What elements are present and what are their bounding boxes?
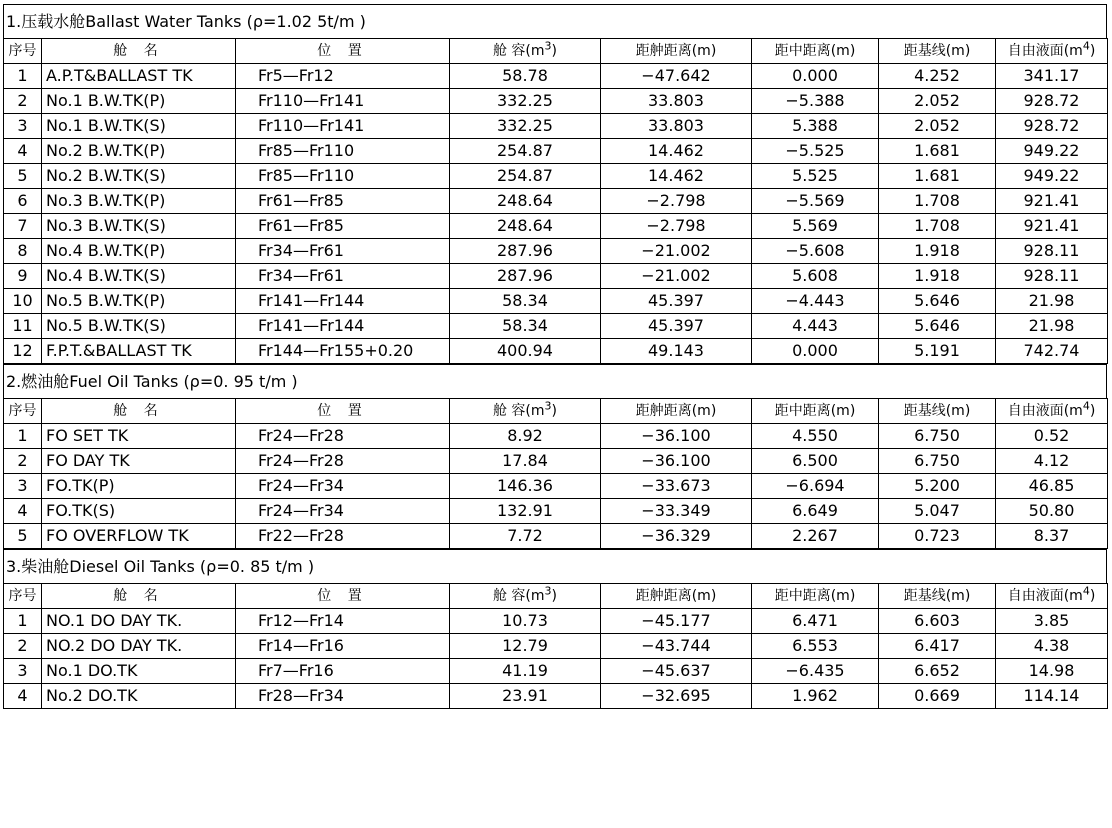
- table-row: [4, 289, 1108, 314]
- free-surface-cell: 46.85: [996, 474, 1108, 499]
- lcg-cell: −33.673: [601, 474, 752, 499]
- tcg-cell: 5.608: [752, 264, 879, 289]
- position-cell: Fr28—Fr34: [236, 684, 450, 709]
- section-title: 2.燃油舱Fuel Oil Tanks (ρ=0. 95 t/m ): [3, 364, 1107, 398]
- lcg-cell: −36.100: [601, 424, 752, 449]
- position-cell: Fr7—Fr16: [236, 659, 450, 684]
- row-no-cell: 10: [4, 289, 42, 314]
- tank-name-cell: No.2 DO.TK: [42, 684, 236, 709]
- row-no-cell: 4: [4, 499, 42, 524]
- header-lcg-text: 距舯距离(m): [635, 43, 717, 59]
- lcg-cell: 14.462: [601, 139, 752, 164]
- capacity-cell: 41.19: [450, 659, 601, 684]
- tank-name-cell: NO.1 DO DAY TK.: [42, 609, 236, 634]
- free-surface-cell: 0.52: [996, 424, 1108, 449]
- tcg-cell: −5.388: [752, 89, 879, 114]
- row-no-cell: 8: [4, 239, 42, 264]
- row-no-cell: 5: [4, 524, 42, 549]
- table-row: [4, 114, 1108, 139]
- position-cell: Fr110—Fr141: [236, 114, 450, 139]
- header-name: [42, 39, 236, 64]
- position-cell: Fr85—Fr110: [236, 139, 450, 164]
- header-row: [4, 584, 1108, 609]
- header-position-text: 位 置: [317, 403, 368, 419]
- free-surface-cell: 114.14: [996, 684, 1108, 709]
- vcg-cell: 1.918: [879, 264, 996, 289]
- capacity-cell: 58.34: [450, 289, 601, 314]
- row-no-cell: 1: [4, 64, 42, 89]
- table-row: [4, 609, 1108, 634]
- table-row: [4, 424, 1108, 449]
- header-tcg: [752, 584, 879, 609]
- tcg-cell: −5.525: [752, 139, 879, 164]
- header-capacity-close: ): [551, 403, 558, 419]
- header-vcg: [879, 399, 996, 424]
- position-cell: Fr141—Fr144: [236, 314, 450, 339]
- position-cell: Fr141—Fr144: [236, 289, 450, 314]
- table-row: [4, 239, 1108, 264]
- capacity-cell: 17.84: [450, 449, 601, 474]
- lcg-cell: −45.637: [601, 659, 752, 684]
- header-position-text: 位 置: [317, 588, 368, 604]
- header-row: [4, 399, 1108, 424]
- row-no-cell: 2: [4, 89, 42, 114]
- header-vcg: [879, 584, 996, 609]
- row-no-cell: 9: [4, 264, 42, 289]
- header-capacity-close: ): [551, 588, 558, 604]
- header-row: [4, 39, 1108, 64]
- tcg-cell: 6.500: [752, 449, 879, 474]
- vcg-cell: 4.252: [879, 64, 996, 89]
- position-cell: Fr61—Fr85: [236, 189, 450, 214]
- tank-name-cell: No.5 B.W.TK(S): [42, 314, 236, 339]
- tank-name-cell: No.4 B.W.TK(P): [42, 239, 236, 264]
- free-surface-cell: 928.72: [996, 114, 1108, 139]
- lcg-cell: −36.100: [601, 449, 752, 474]
- free-surface-cell: 928.11: [996, 239, 1108, 264]
- tcg-cell: 6.553: [752, 634, 879, 659]
- header-free-surface: [996, 39, 1108, 64]
- header-tcg-text: 距中距离(m): [774, 403, 856, 419]
- tank-name-cell: FO.TK(S): [42, 499, 236, 524]
- lcg-cell: 45.397: [601, 314, 752, 339]
- free-surface-cell: 50.80: [996, 499, 1108, 524]
- table-row: [4, 214, 1108, 239]
- row-no-cell: 3: [4, 114, 42, 139]
- table-row: [4, 474, 1108, 499]
- capacity-cell: 254.87: [450, 139, 601, 164]
- tcg-cell: 5.569: [752, 214, 879, 239]
- capacity-cell: 58.78: [450, 64, 601, 89]
- tank-table: [3, 38, 1108, 364]
- tcg-cell: 0.000: [752, 64, 879, 89]
- table-row: [4, 684, 1108, 709]
- position-cell: Fr24—Fr28: [236, 424, 450, 449]
- tank-name-cell: FO.TK(P): [42, 474, 236, 499]
- position-cell: Fr110—Fr141: [236, 89, 450, 114]
- capacity-cell: 12.79: [450, 634, 601, 659]
- header-free-surface-close: ): [1089, 588, 1096, 604]
- table-row: [4, 64, 1108, 89]
- header-vcg-text: 距基线(m): [903, 588, 971, 604]
- capacity-cell: 146.36: [450, 474, 601, 499]
- position-cell: Fr34—Fr61: [236, 239, 450, 264]
- position-cell: Fr12—Fr14: [236, 609, 450, 634]
- free-surface-cell: 3.85: [996, 609, 1108, 634]
- vcg-cell: 1.918: [879, 239, 996, 264]
- position-cell: Fr24—Fr34: [236, 474, 450, 499]
- lcg-cell: −21.002: [601, 264, 752, 289]
- tcg-cell: 5.388: [752, 114, 879, 139]
- header-lcg: [601, 39, 752, 64]
- capacity-cell: 23.91: [450, 684, 601, 709]
- vcg-cell: 1.681: [879, 164, 996, 189]
- tcg-cell: −6.435: [752, 659, 879, 684]
- lcg-cell: 45.397: [601, 289, 752, 314]
- header-free-surface-sup: 4: [1082, 584, 1090, 598]
- tank-name-cell: No.1 B.W.TK(P): [42, 89, 236, 114]
- header-tcg-text: 距中距离(m): [774, 588, 856, 604]
- table-row: [4, 339, 1108, 364]
- header-capacity-text: 舱 容(m: [492, 403, 545, 419]
- header-lcg: [601, 399, 752, 424]
- free-surface-cell: 921.41: [996, 189, 1108, 214]
- tank-name-cell: F.P.T.&BALLAST TK: [42, 339, 236, 364]
- vcg-cell: 2.052: [879, 89, 996, 114]
- table-row: [4, 499, 1108, 524]
- tcg-cell: −6.694: [752, 474, 879, 499]
- free-surface-cell: 949.22: [996, 164, 1108, 189]
- header-capacity: [450, 584, 601, 609]
- position-cell: Fr5—Fr12: [236, 64, 450, 89]
- capacity-cell: 287.96: [450, 264, 601, 289]
- vcg-cell: 6.417: [879, 634, 996, 659]
- table-row: [4, 164, 1108, 189]
- header-free-surface-sup: 4: [1082, 399, 1090, 413]
- header-lcg-text: 距舯距离(m): [635, 403, 717, 419]
- header-no-text: 序号: [8, 43, 37, 59]
- row-no-cell: 3: [4, 659, 42, 684]
- tank-table: [3, 398, 1108, 549]
- lcg-cell: −45.177: [601, 609, 752, 634]
- vcg-cell: 1.708: [879, 189, 996, 214]
- row-no-cell: 1: [4, 609, 42, 634]
- row-no-cell: 11: [4, 314, 42, 339]
- tcg-cell: 6.471: [752, 609, 879, 634]
- header-no: [4, 399, 42, 424]
- lcg-cell: −36.329: [601, 524, 752, 549]
- tank-name-cell: No.4 B.W.TK(S): [42, 264, 236, 289]
- position-cell: Fr144—Fr155+0.20: [236, 339, 450, 364]
- row-no-cell: 1: [4, 424, 42, 449]
- capacity-cell: 8.92: [450, 424, 601, 449]
- capacity-cell: 58.34: [450, 314, 601, 339]
- row-no-cell: 12: [4, 339, 42, 364]
- section-title: 3.柴油舱Diesel Oil Tanks (ρ=0. 85 t/m ): [3, 549, 1107, 583]
- tank-name-cell: NO.2 DO DAY TK.: [42, 634, 236, 659]
- vcg-cell: 0.669: [879, 684, 996, 709]
- header-name-text: 舱 名: [113, 588, 164, 604]
- tcg-cell: 5.525: [752, 164, 879, 189]
- header-name-text: 舱 名: [113, 43, 164, 59]
- header-tcg: [752, 399, 879, 424]
- vcg-cell: 2.052: [879, 114, 996, 139]
- tank-capacity-sheet: [3, 4, 1107, 709]
- header-vcg-text: 距基线(m): [903, 43, 971, 59]
- header-tcg-text: 距中距离(m): [774, 43, 856, 59]
- header-capacity-text: 舱 容(m: [492, 588, 545, 604]
- header-position: [236, 584, 450, 609]
- position-cell: Fr22—Fr28: [236, 524, 450, 549]
- capacity-cell: 254.87: [450, 164, 601, 189]
- capacity-cell: 248.64: [450, 214, 601, 239]
- capacity-cell: 287.96: [450, 239, 601, 264]
- header-free-surface: [996, 399, 1108, 424]
- capacity-cell: 10.73: [450, 609, 601, 634]
- table-row: [4, 634, 1108, 659]
- lcg-cell: −47.642: [601, 64, 752, 89]
- row-no-cell: 2: [4, 449, 42, 474]
- tank-name-cell: No.5 B.W.TK(P): [42, 289, 236, 314]
- free-surface-cell: 8.37: [996, 524, 1108, 549]
- header-vcg: [879, 39, 996, 64]
- lcg-cell: −2.798: [601, 214, 752, 239]
- header-position-text: 位 置: [317, 43, 368, 59]
- table-row: [4, 314, 1108, 339]
- lcg-cell: 49.143: [601, 339, 752, 364]
- free-surface-cell: 21.98: [996, 314, 1108, 339]
- tcg-cell: −5.569: [752, 189, 879, 214]
- row-no-cell: 3: [4, 474, 42, 499]
- tank-name-cell: FO DAY TK: [42, 449, 236, 474]
- vcg-cell: 5.191: [879, 339, 996, 364]
- lcg-cell: 14.462: [601, 164, 752, 189]
- tcg-cell: −4.443: [752, 289, 879, 314]
- tank-name-cell: FO OVERFLOW TK: [42, 524, 236, 549]
- header-free-surface-text: 自由液面(m: [1007, 403, 1083, 419]
- tcg-cell: 4.443: [752, 314, 879, 339]
- table-row: [4, 524, 1108, 549]
- header-capacity-sup: 3: [544, 39, 552, 53]
- header-capacity-close: ): [551, 43, 558, 59]
- lcg-cell: 33.803: [601, 89, 752, 114]
- header-capacity-text: 舱 容(m: [492, 43, 545, 59]
- header-free-surface-close: ): [1089, 403, 1096, 419]
- vcg-cell: 5.200: [879, 474, 996, 499]
- position-cell: Fr24—Fr28: [236, 449, 450, 474]
- header-no-text: 序号: [8, 403, 37, 419]
- vcg-cell: 6.652: [879, 659, 996, 684]
- header-name-text: 舱 名: [113, 403, 164, 419]
- free-surface-cell: 949.22: [996, 139, 1108, 164]
- row-no-cell: 7: [4, 214, 42, 239]
- header-no-text: 序号: [8, 588, 37, 604]
- row-no-cell: 6: [4, 189, 42, 214]
- tcg-cell: 4.550: [752, 424, 879, 449]
- header-capacity-sup: 3: [544, 399, 552, 413]
- lcg-cell: −33.349: [601, 499, 752, 524]
- row-no-cell: 5: [4, 164, 42, 189]
- tank-name-cell: No.3 B.W.TK(S): [42, 214, 236, 239]
- vcg-cell: 6.750: [879, 449, 996, 474]
- tank-name-cell: FO SET TK: [42, 424, 236, 449]
- free-surface-cell: 928.11: [996, 264, 1108, 289]
- tank-name-cell: No.2 B.W.TK(S): [42, 164, 236, 189]
- free-surface-cell: 928.72: [996, 89, 1108, 114]
- header-vcg-text: 距基线(m): [903, 403, 971, 419]
- vcg-cell: 1.708: [879, 214, 996, 239]
- tank-name-cell: No.3 B.W.TK(P): [42, 189, 236, 214]
- header-free-surface-text: 自由液面(m: [1007, 43, 1083, 59]
- position-cell: Fr24—Fr34: [236, 499, 450, 524]
- tcg-cell: −5.608: [752, 239, 879, 264]
- header-capacity: [450, 399, 601, 424]
- header-name: [42, 399, 236, 424]
- tank-table: [3, 583, 1108, 709]
- table-row: [4, 449, 1108, 474]
- header-free-surface-close: ): [1089, 43, 1096, 59]
- header-tcg: [752, 39, 879, 64]
- table-row: [4, 189, 1108, 214]
- lcg-cell: −21.002: [601, 239, 752, 264]
- vcg-cell: 1.681: [879, 139, 996, 164]
- position-cell: Fr34—Fr61: [236, 264, 450, 289]
- position-cell: Fr85—Fr110: [236, 164, 450, 189]
- table-row: [4, 264, 1108, 289]
- free-surface-cell: 742.74: [996, 339, 1108, 364]
- tank-name-cell: No.2 B.W.TK(P): [42, 139, 236, 164]
- tcg-cell: 0.000: [752, 339, 879, 364]
- header-position: [236, 399, 450, 424]
- lcg-cell: −2.798: [601, 189, 752, 214]
- lcg-cell: 33.803: [601, 114, 752, 139]
- header-lcg-text: 距舯距离(m): [635, 588, 717, 604]
- tank-name-cell: No.1 DO.TK: [42, 659, 236, 684]
- free-surface-cell: 921.41: [996, 214, 1108, 239]
- header-position: [236, 39, 450, 64]
- position-cell: Fr14—Fr16: [236, 634, 450, 659]
- header-no: [4, 584, 42, 609]
- tcg-cell: 1.962: [752, 684, 879, 709]
- free-surface-cell: 4.12: [996, 449, 1108, 474]
- position-cell: Fr61—Fr85: [236, 214, 450, 239]
- capacity-cell: 7.72: [450, 524, 601, 549]
- vcg-cell: 0.723: [879, 524, 996, 549]
- header-capacity: [450, 39, 601, 64]
- table-row: [4, 659, 1108, 684]
- capacity-cell: 332.25: [450, 114, 601, 139]
- header-no: [4, 39, 42, 64]
- row-no-cell: 2: [4, 634, 42, 659]
- header-capacity-sup: 3: [544, 584, 552, 598]
- table-row: [4, 89, 1108, 114]
- lcg-cell: −32.695: [601, 684, 752, 709]
- free-surface-cell: 21.98: [996, 289, 1108, 314]
- header-free-surface-text: 自由液面(m: [1007, 588, 1083, 604]
- row-no-cell: 4: [4, 139, 42, 164]
- lcg-cell: −43.744: [601, 634, 752, 659]
- vcg-cell: 6.750: [879, 424, 996, 449]
- section-title: 1.压载水舱Ballast Water Tanks (ρ=1.02 5t/m ): [3, 4, 1107, 38]
- row-no-cell: 4: [4, 684, 42, 709]
- capacity-cell: 332.25: [450, 89, 601, 114]
- vcg-cell: 5.646: [879, 314, 996, 339]
- vcg-cell: 5.646: [879, 289, 996, 314]
- tcg-cell: 6.649: [752, 499, 879, 524]
- vcg-cell: 6.603: [879, 609, 996, 634]
- header-free-surface: [996, 584, 1108, 609]
- capacity-cell: 132.91: [450, 499, 601, 524]
- table-row: [4, 139, 1108, 164]
- vcg-cell: 5.047: [879, 499, 996, 524]
- capacity-cell: 400.94: [450, 339, 601, 364]
- header-free-surface-sup: 4: [1082, 39, 1090, 53]
- free-surface-cell: 341.17: [996, 64, 1108, 89]
- free-surface-cell: 4.38: [996, 634, 1108, 659]
- free-surface-cell: 14.98: [996, 659, 1108, 684]
- header-name: [42, 584, 236, 609]
- header-lcg: [601, 584, 752, 609]
- capacity-cell: 248.64: [450, 189, 601, 214]
- tcg-cell: 2.267: [752, 524, 879, 549]
- tank-name-cell: No.1 B.W.TK(S): [42, 114, 236, 139]
- tank-name-cell: A.P.T&BALLAST TK: [42, 64, 236, 89]
